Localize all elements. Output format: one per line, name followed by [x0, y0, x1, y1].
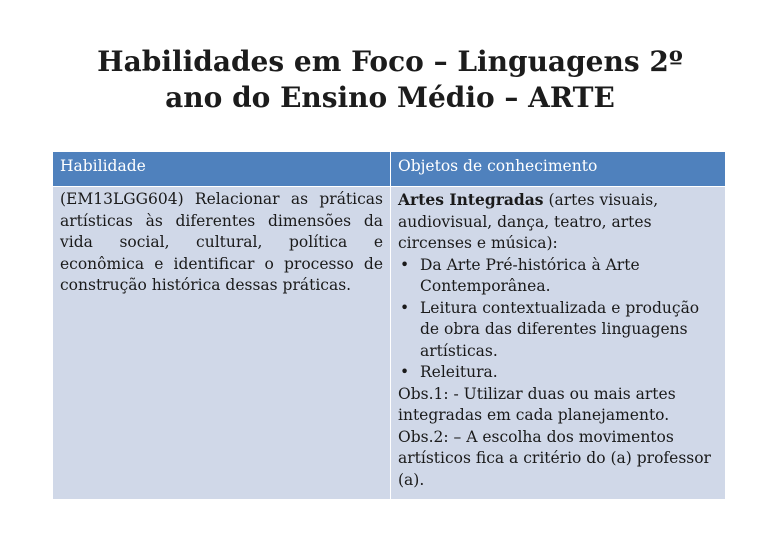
- header-habilidade: Habilidade: [53, 152, 391, 187]
- bullet-icon: •: [400, 298, 410, 317]
- title-line-2: ano do Ensino Médio – ARTE: [165, 81, 615, 114]
- bullet-icon: •: [400, 363, 410, 381]
- table-row: [53, 187, 726, 500]
- cell-objetos: [391, 187, 726, 500]
- bullet-icon: •: [400, 255, 410, 274]
- list-item: • Leitura contextualizada e produção de obra das diferentes linguagens artísticas.: [400, 298, 700, 360]
- objetos-heading-bold: Artes Integradas: [398, 190, 544, 209]
- list-item: • Releitura.: [398, 362, 718, 384]
- objetos-heading-rest: (artes visuais, audiovisual, dança, teatro, artes circenses e música):: [398, 191, 659, 252]
- cell-habilidade: [53, 187, 391, 500]
- page-title: [40, 44, 740, 116]
- table-header-row: [53, 152, 726, 187]
- title-line-1: Habilidades em Foco – Linguagens 2º: [97, 45, 683, 78]
- obs-1: Obs.1: - Utilizar duas ou mais artes integradas em cada planejamento.: [398, 384, 676, 424]
- objetos-heading: [398, 189, 718, 255]
- header-objetos: Objetos de conhecimento: [391, 152, 726, 187]
- list-item: • Da Arte Pré-histórica à Arte Contemporânea.: [400, 255, 640, 295]
- skills-table: [52, 151, 726, 500]
- obs-2: Obs.2: – A escolha dos movimentos artísticos fica a critério do (a) professor (a).: [398, 427, 711, 489]
- objetos-list: [398, 255, 718, 384]
- habilidade-text: (EM13LGG604) Relacionar as práticas artísticas às diferentes dimensões da vida social, cultural, política e econômica e identificar o processo de construção histórica dessas práticas.: [60, 190, 383, 294]
